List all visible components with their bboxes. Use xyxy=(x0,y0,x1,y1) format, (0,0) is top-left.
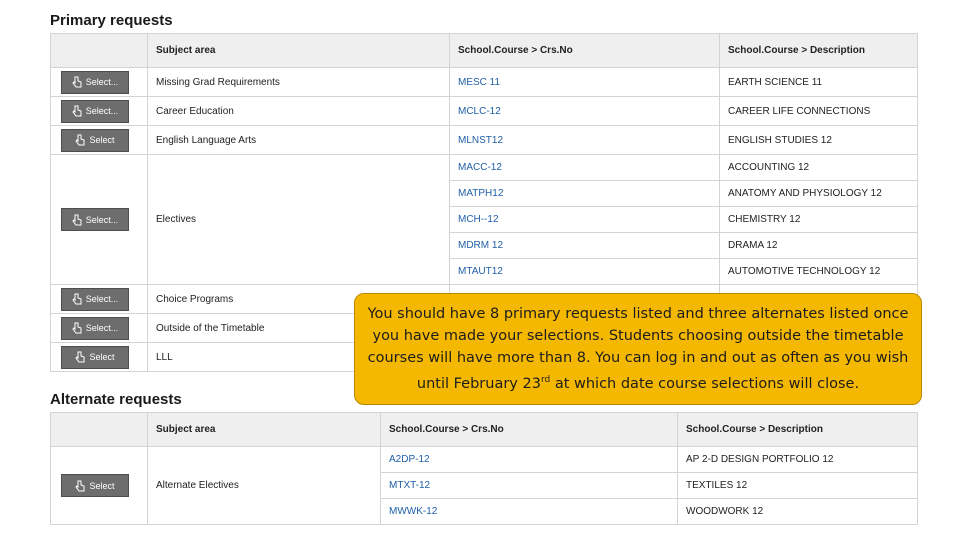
course-number-cell[interactable]: MDRM 12 xyxy=(450,233,720,259)
subject-area-cell: Choice Programs xyxy=(148,285,450,314)
header-course-description: School.Course > Description xyxy=(678,413,918,447)
subject-area-cell: Missing Grad Requirements xyxy=(148,68,450,97)
select-button-label: Select xyxy=(89,352,115,362)
pointer-hand-icon xyxy=(75,134,85,146)
primary-title: Primary requests xyxy=(50,12,173,29)
select-button[interactable] xyxy=(61,346,129,369)
course-description-cell: DRAMA 12 xyxy=(720,233,918,259)
header-subject-area: Subject area xyxy=(148,34,450,68)
course-description-cell: CHEMISTRY 12 xyxy=(720,207,918,233)
pointer-hand-icon xyxy=(72,214,82,226)
callout-text xyxy=(367,303,909,395)
select-button-label: Select... xyxy=(85,323,119,333)
course-description-cell: EARTH SCIENCE 11 xyxy=(720,68,918,97)
table-header-row xyxy=(51,413,918,447)
select-button-label: Select... xyxy=(85,106,119,116)
select-button-label: Select... xyxy=(85,294,119,304)
course-number-cell[interactable]: MATPH12 xyxy=(450,181,720,207)
select-button-label: Select xyxy=(89,480,115,491)
header-course-number: School.Course > Crs.No xyxy=(381,413,678,447)
header-blank xyxy=(51,413,148,447)
course-number-cell[interactable]: MTAUT12 xyxy=(450,259,720,285)
table-row xyxy=(51,68,918,97)
table-header-row xyxy=(51,34,918,68)
subject-area-cell: Outside of the Timetable xyxy=(148,314,450,343)
course-description-cell: TEXTILES 12 xyxy=(678,473,918,499)
course-number-cell[interactable]: MCH--12 xyxy=(450,207,720,233)
course-description-cell: AUTOMOTIVE TECHNOLOGY 12 xyxy=(720,259,918,285)
header-subject-area: Subject area xyxy=(148,413,381,447)
select-button[interactable] xyxy=(61,317,129,340)
select-button[interactable] xyxy=(61,129,129,152)
select-button[interactable] xyxy=(61,288,129,311)
course-number-cell[interactable]: MCLC-12 xyxy=(450,97,720,126)
course-number-cell[interactable]: MESC 11 xyxy=(450,68,720,97)
pointer-hand-icon xyxy=(72,322,82,334)
course-number-cell[interactable]: A2DP-12 xyxy=(381,447,678,473)
header-blank xyxy=(51,34,148,68)
pointer-hand-icon xyxy=(72,76,82,88)
pointer-hand-icon xyxy=(72,105,82,117)
select-button[interactable] xyxy=(61,71,129,94)
header-course-description: School.Course > Description xyxy=(720,34,918,68)
select-button[interactable] xyxy=(61,100,129,123)
select-button-label: Select xyxy=(89,135,115,145)
table-row xyxy=(51,155,918,181)
callout-superscript: rd xyxy=(540,375,551,386)
course-description-cell: WOODWORK 12 xyxy=(678,499,918,525)
pointer-hand-icon xyxy=(75,351,85,363)
table-row xyxy=(51,447,918,473)
alternate-requests-table xyxy=(50,412,918,525)
callout-text-main: You should have 8 primary requests listed and three alternates listed once you have made your selections. Students choosing outside the timetable courses will have more than 8. You can log in and out as often as you wish until February 23 xyxy=(367,306,909,392)
alternate-title: Alternate requests xyxy=(50,391,182,408)
instruction-callout xyxy=(354,293,922,405)
course-number-cell[interactable]: MTXT-12 xyxy=(381,473,678,499)
select-button-label: Select... xyxy=(85,77,119,87)
header-course-number: School.Course > Crs.No xyxy=(450,34,720,68)
course-number-cell[interactable]: MLNST12 xyxy=(450,126,720,155)
select-button-label: Select... xyxy=(85,214,119,225)
select-button[interactable] xyxy=(61,208,129,231)
course-description-cell: ACCOUNTING 12 xyxy=(720,155,918,181)
course-description-cell: ENGLISH STUDIES 12 xyxy=(720,126,918,155)
pointer-hand-icon xyxy=(75,480,85,492)
course-description-cell: AP 2-D DESIGN PORTFOLIO 12 xyxy=(678,447,918,473)
subject-area-cell: LLL xyxy=(148,343,450,372)
subject-area-cell: Career Education xyxy=(148,97,450,126)
table-row xyxy=(51,97,918,126)
course-number-cell[interactable]: MWWK-12 xyxy=(381,499,678,525)
course-description-cell: CAREER LIFE CONNECTIONS xyxy=(720,97,918,126)
table-row xyxy=(51,126,918,155)
course-number-cell[interactable]: MACC-12 xyxy=(450,155,720,181)
pointer-hand-icon xyxy=(72,293,82,305)
subject-area-cell: Alternate Electives xyxy=(148,447,381,525)
subject-area-cell: English Language Arts xyxy=(148,126,450,155)
subject-area-cell: Electives xyxy=(148,155,450,285)
select-button[interactable] xyxy=(61,474,129,497)
callout-text-end: at which date course selections will close. xyxy=(550,375,860,392)
course-description-cell: ANATOMY AND PHYSIOLOGY 12 xyxy=(720,181,918,207)
